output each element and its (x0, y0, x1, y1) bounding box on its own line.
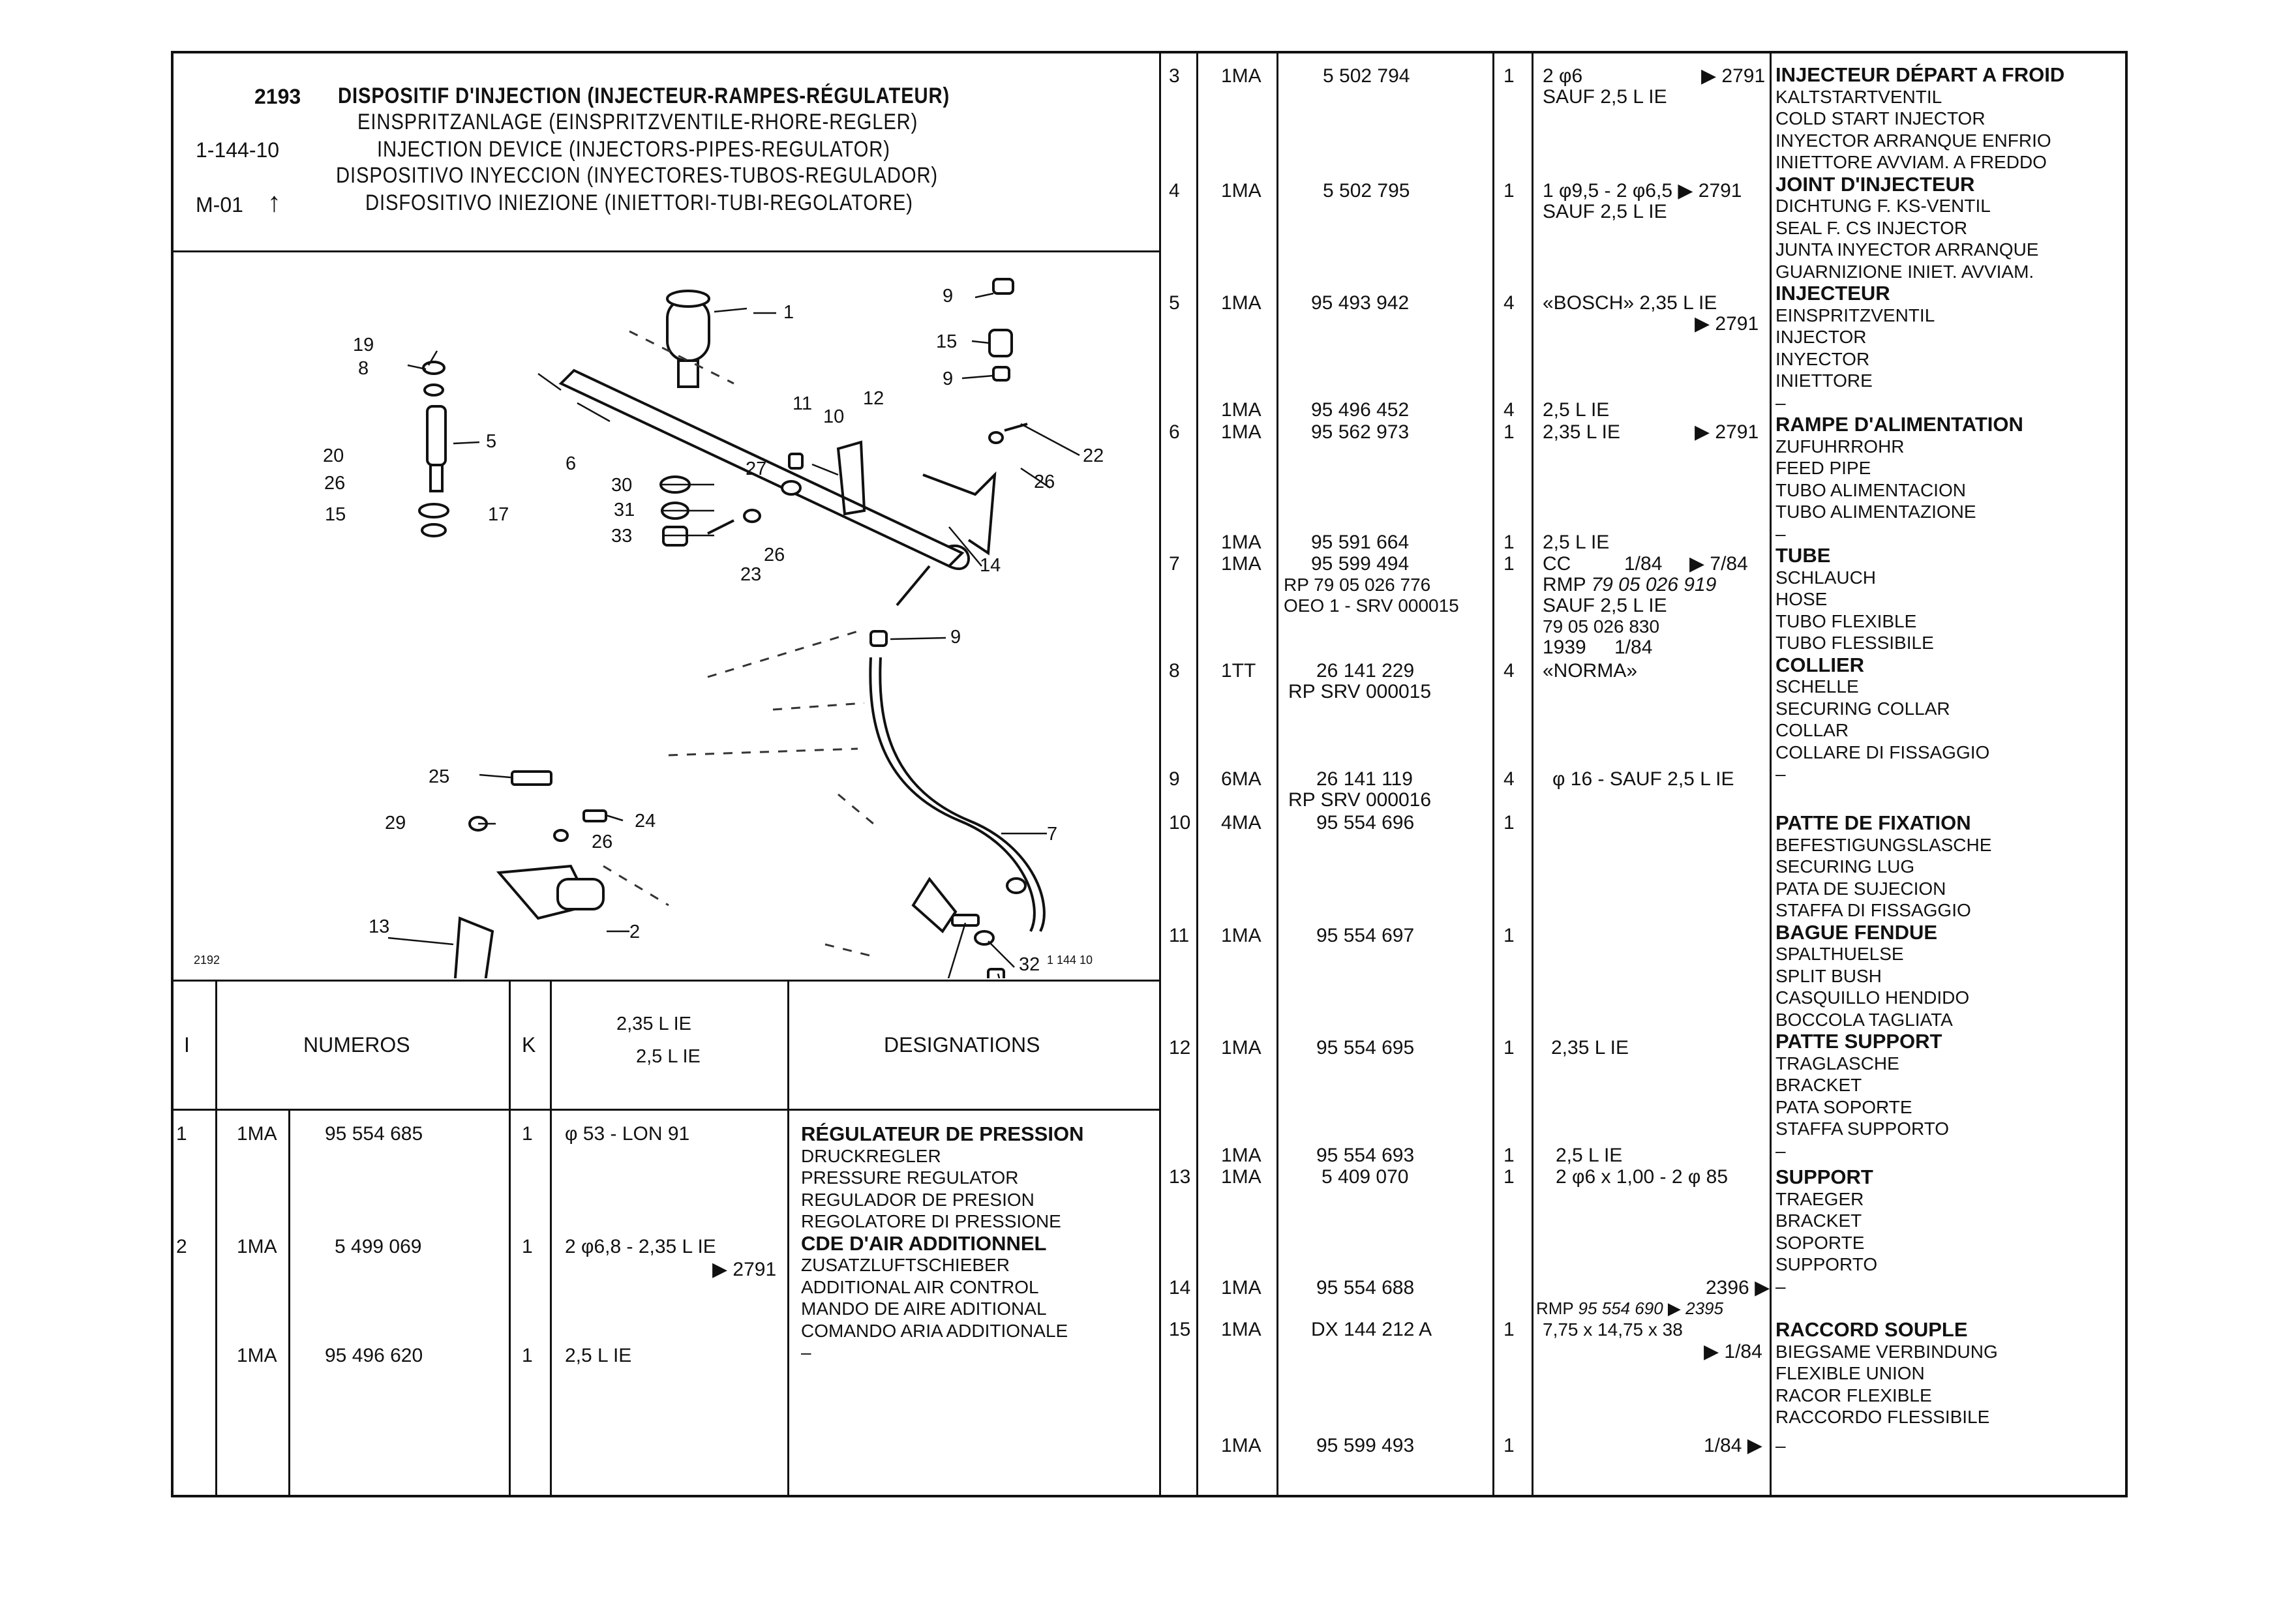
designation-regulator (801, 1123, 1083, 1364)
r13-qty: 1 (1503, 1166, 1515, 1188)
callout-33: 33 (611, 526, 633, 547)
r15-spec: 7,75 x 14,75 x 38 (1543, 1319, 1683, 1340)
lines-2: TUBO ALIMENTACION (1775, 479, 1966, 500)
r9-number: 26 141 119 (1316, 768, 1413, 790)
r7-item: 7 (1169, 553, 1180, 575)
lines-2: REGULADOR DE PRESION (801, 1189, 1035, 1210)
r7-s3: RMP (1543, 574, 1586, 595)
r6-ref: ▶ 2791 (1695, 421, 1759, 443)
r8-item: 8 (1169, 660, 1180, 682)
callout-8: 8 (358, 358, 369, 379)
5-heading: COLLIER (1775, 653, 1865, 676)
lines-3: INIETTORE AVVIAM. A FREDDO (1775, 152, 2047, 172)
r6-number: 95 562 973 (1311, 421, 1410, 443)
r15-qty: 1 (1503, 1319, 1515, 1340)
callout-19: 19 (353, 335, 374, 355)
lines-4: – (1775, 1140, 1786, 1161)
lines-0: ZUFUHRROHR (1775, 436, 1905, 457)
8-heading: PATTE SUPPORT (1775, 1030, 1942, 1053)
header-col-numeros: NUMEROS (303, 1033, 410, 1057)
r3-item: 3 (1169, 65, 1180, 87)
header-col-variant-2: 2,5 L IE (636, 1046, 701, 1067)
6-heading: PATTE DE FIXATION (1775, 811, 1971, 834)
r13a-qty: 1 (1503, 1145, 1515, 1166)
lines-3: COLLARE DI FISSAGGIO (1775, 742, 1990, 762)
part-number: 5 499 069 (335, 1236, 422, 1257)
r7a-code: 1MA (1221, 532, 1261, 553)
r13a-spec: 2,5 L IE (1556, 1145, 1623, 1166)
r13a-code: 1MA (1221, 1145, 1261, 1166)
exploded-diagram (173, 253, 1158, 978)
r3-number: 5 502 794 (1323, 65, 1410, 87)
header-col-variant-1: 2,35 L IE (616, 1014, 692, 1034)
callout-9c: 9 (950, 627, 961, 648)
r3-spec2: SAUF 2,5 L IE (1543, 86, 1667, 108)
r6a-code: 1MA (1221, 399, 1261, 421)
callout-23: 23 (740, 564, 762, 585)
r13a-number: 95 554 693 (1316, 1145, 1415, 1166)
r7a-number: 95 591 664 (1311, 532, 1410, 553)
title-it (365, 190, 1003, 216)
lines-2: SOPORTE (1775, 1232, 1865, 1253)
r6a-number: 95 496 452 (1311, 399, 1410, 421)
lines-0: EINSPRITZVENTIL (1775, 305, 1935, 325)
lines-0: SCHELLE (1775, 676, 1859, 697)
callout-13: 13 (369, 916, 390, 937)
lines-4: – (1775, 764, 1786, 784)
r7-s5: 79 05 026 830 (1543, 616, 1660, 637)
r-col-qty-line (1532, 51, 1533, 1497)
lines-1: HOSE (1775, 589, 1828, 609)
callout-31: 31 (614, 500, 635, 520)
callout-26b: 26 (1034, 472, 1055, 492)
lines-0: – (1775, 1435, 1786, 1456)
r15-code: 1MA (1221, 1319, 1261, 1340)
10-heading: RACCORD SOUPLE (1775, 1318, 1968, 1341)
figure-number: 2192 (194, 954, 220, 967)
title-de (357, 110, 1009, 135)
r7-s6b: 1/84 (1614, 637, 1653, 658)
lines-4: – (801, 1342, 811, 1362)
header-col-i: I (184, 1033, 190, 1057)
r6-code: 1MA (1221, 421, 1261, 443)
lines-3: REGOLATORE DI PRESSIONE (801, 1211, 1061, 1231)
r5-qty: 4 (1503, 292, 1515, 314)
lines-2: INYECTOR (1775, 348, 1870, 369)
r10-qty: 1 (1503, 812, 1515, 834)
callout-7: 7 (1047, 824, 1058, 845)
callout-25: 25 (429, 766, 450, 787)
r8-spec: «NORMA» (1543, 660, 1638, 682)
r12-number: 95 554 695 (1316, 1037, 1415, 1059)
r10-item: 10 (1169, 812, 1191, 834)
air-valve-drawing (913, 879, 956, 931)
r-col-item-line (1196, 51, 1198, 1497)
callout-15b: 15 (325, 504, 346, 525)
r9-n2: RP SRV 000016 (1288, 789, 1432, 811)
r11-qty: 1 (1503, 925, 1515, 946)
part-number: 95 496 620 (325, 1345, 423, 1366)
r7a-qty: 1 (1503, 532, 1515, 553)
callout-11: 11 (793, 393, 813, 414)
col-numeros-line (509, 980, 511, 1497)
lines-3: TUBO ALIMENTAZIONE (1775, 502, 1976, 522)
col-k-line (550, 980, 552, 1497)
bracket-drawing (453, 918, 492, 978)
lines-3: STAFFA DI FISSAGGIO (1775, 900, 1971, 920)
lines-4: – (1775, 523, 1786, 544)
quantity: 1 (522, 1236, 533, 1257)
r15-item: 15 (1169, 1319, 1191, 1340)
callout-9b: 9 (943, 368, 954, 389)
r9-item: 9 (1169, 768, 1180, 790)
divider-diagram-table (171, 980, 1159, 982)
lines-0: SPALTHUELSE (1775, 944, 1904, 964)
code: 1MA (237, 1123, 277, 1145)
designation-flexible-union (1775, 1319, 1998, 1428)
titles-3: DISPOSITIVO INYECCION (INYECTORES-TUBOS-REGULADOR) (336, 163, 939, 188)
r8-n2: RP SRV 000015 (1288, 681, 1432, 702)
7-heading: BAGUE FENDUE (1775, 920, 1938, 944)
lines-0: SCHLAUCH (1775, 567, 1877, 588)
reference-number: 1-144-10 (196, 138, 280, 162)
r3-code: 1MA (1221, 65, 1261, 87)
r11-code: 1MA (1221, 925, 1261, 946)
lines-1: PRESSURE REGULATOR (801, 1167, 1019, 1188)
r7-n4: OEO 1 - SRV 000015 (1284, 595, 1459, 616)
callout-5: 5 (486, 431, 497, 452)
r3-spec: 2 φ6 (1543, 65, 1583, 87)
r14-code: 1MA (1221, 1277, 1261, 1299)
lines-2: INYECTOR ARRANQUE ENFRIO (1775, 130, 2051, 151)
r14-s2: RMP (1536, 1299, 1574, 1318)
item-number: 1 (176, 1123, 187, 1145)
r7-date: 1/84 (1624, 553, 1663, 575)
r12-code: 1MA (1221, 1037, 1261, 1059)
lines-2: PATA SOPORTE (1775, 1096, 1912, 1117)
lines-0: ZUSATZLUFTSCHIEBER (801, 1255, 1010, 1275)
header-col-designations: DESIGNATIONS (884, 1033, 1040, 1057)
callout-30: 30 (611, 475, 633, 496)
lines-1: SEAL F. CS INJECTOR (1775, 217, 1968, 238)
r-col-number-line (1492, 51, 1494, 1497)
lines-1: BRACKET (1775, 1210, 1862, 1231)
lines-0: TRAEGER (1775, 1188, 1864, 1209)
r6-item: 6 (1169, 421, 1180, 443)
callout-26d: 26 (592, 832, 613, 852)
r7-s6a: 1939 (1543, 637, 1586, 658)
lines-1: FEED PIPE (1775, 458, 1871, 478)
r14-number: 95 554 688 (1316, 1277, 1415, 1299)
r-col-code-line (1276, 51, 1278, 1497)
lines-0: KALTSTARTVENTIL (1775, 86, 1942, 107)
lines-0: TRAGLASCHE (1775, 1053, 1899, 1074)
r16-ref: 1/84 ▶ (1704, 1435, 1762, 1456)
lines-2: PATA DE SUJECION (1775, 878, 1946, 899)
lines-3: BOCCOLA TAGLIATA (1775, 1009, 1953, 1030)
r7-spec: CC (1543, 553, 1571, 575)
designation-securing-lug (1775, 812, 1991, 1162)
lines-1: BRACKET (1775, 1075, 1862, 1095)
r13-number: 5 409 070 (1322, 1166, 1409, 1188)
title-es (336, 163, 1036, 188)
lines-0: DRUCKREGLER (801, 1145, 941, 1166)
lines-1: SECURING LUG (1775, 856, 1915, 877)
r4-item: 4 (1169, 180, 1180, 202)
r8-code: 1TT (1221, 660, 1256, 682)
spec: 2 φ6,8 - 2,35 L IE (565, 1236, 716, 1257)
lines-2: COLLAR (1775, 720, 1849, 740)
lines-2: MANDO DE AIRE ADITIONAL (801, 1299, 1047, 1319)
r11-number: 95 554 697 (1316, 925, 1415, 946)
callout-22: 22 (1083, 445, 1104, 466)
r7-number: 95 599 494 (1311, 553, 1410, 575)
r3-qty: 1 (1503, 65, 1515, 87)
lines-2: RACOR FLEXIBLE (1775, 1385, 1932, 1405)
lines-3: TUBO FLESSIBILE (1775, 633, 1934, 653)
r5-item: 5 (1169, 292, 1180, 314)
r9-qty: 4 (1503, 768, 1515, 790)
code: 1MA (237, 1236, 277, 1257)
part-number: 95 554 685 (325, 1123, 423, 1145)
code: 1MA (237, 1345, 277, 1366)
callout-12: 12 (863, 388, 884, 409)
r6a-qty: 4 (1503, 399, 1515, 421)
r13-item: 13 (1169, 1166, 1191, 1188)
spec: φ 53 - LON 91 (565, 1123, 690, 1145)
lines-3: INIETTORE (1775, 370, 1873, 391)
r12-qty: 1 (1503, 1037, 1515, 1059)
r3-ref: ▶ 2791 (1701, 65, 1766, 87)
callout-17: 17 (488, 504, 509, 525)
up-arrow-icon: ↑ (267, 187, 281, 217)
lines-2: TUBO FLEXIBLE (1775, 610, 1917, 631)
r12-item: 12 (1169, 1037, 1191, 1059)
titles-4: DISFOSITIVO INIEZIONE (INIETTORI-TUBI-REGOLATORE) (365, 190, 913, 215)
r15-number: DX 144 212 A (1311, 1319, 1432, 1340)
col-i-line (215, 980, 217, 1497)
header-col-k: K (522, 1033, 536, 1057)
spec: 2,5 L IE (565, 1345, 632, 1366)
spec-ref: ▶ 2791 (712, 1259, 777, 1280)
callout-9a: 9 (943, 286, 954, 307)
lines-4: – (1775, 392, 1786, 413)
callout-15a: 15 (936, 331, 958, 352)
callout-6: 6 (566, 453, 577, 474)
callout-27: 27 (746, 458, 767, 479)
callout-20: 20 (323, 445, 344, 466)
9-heading: SUPPORT (1775, 1165, 1873, 1188)
lines-3: GUARNIZIONE INIET. AVVIAM. (1775, 261, 2034, 282)
r5-number: 95 493 942 (1311, 292, 1410, 314)
lines-2: JUNTA INYECTOR ARRANQUE (1775, 239, 2039, 260)
r4-qty: 1 (1503, 180, 1515, 202)
callout-32: 32 (1019, 954, 1040, 975)
titles-2: INJECTION DEVICE (INJECTORS-PIPES-REGULATOR) (377, 137, 890, 162)
r4-spec: 1 φ9,5 - 2 φ6,5 ▶ 2791 (1543, 180, 1742, 202)
lines-1: INJECTOR (1775, 327, 1867, 347)
lines-2: CASQUILLO HENDIDO (1775, 987, 1970, 1008)
designation-cold-start-injector (1775, 64, 2064, 785)
r14-item: 14 (1169, 1277, 1191, 1299)
r4-number: 5 502 795 (1323, 180, 1410, 202)
callout-2: 2 (629, 922, 641, 942)
r7-code: 1MA (1221, 553, 1261, 575)
2-heading: INJECTEUR (1775, 282, 1890, 305)
lines-3: STAFFA SUPPORTO (1775, 1119, 1950, 1139)
1-heading: CDE D'AIR ADDITIONNEL (801, 1231, 1047, 1255)
lines-1: ADDITIONAL AIR CONTROL (801, 1276, 1039, 1297)
lines-3: SUPPORTO (1775, 1254, 1878, 1274)
lines-3: RACCORDO FLESSIBILE (1775, 1407, 1990, 1427)
callout-1: 1 (783, 302, 794, 323)
3-heading: RAMPE D'ALIMENTATION (1775, 413, 2023, 436)
designation-last-dash (1775, 1435, 1786, 1457)
cold-start-injector-drawing (667, 291, 747, 387)
0-heading: INJECTEUR DÉPART A FROID (1775, 63, 2065, 86)
r10-number: 95 554 696 (1316, 812, 1415, 834)
4-heading: TUBE (1775, 544, 1831, 567)
r14-s2r: ▶ 2395 (1667, 1299, 1723, 1318)
titles-0: DISPOSITIF D'INJECTION (INJECTEUR-RAMPES-RÉGULATEUR) (338, 83, 950, 108)
quantity: 1 (522, 1123, 533, 1145)
r16-qty: 1 (1503, 1435, 1515, 1456)
r12-spec: 2,35 L IE (1551, 1037, 1629, 1059)
lines-1: COLD START INJECTOR (1775, 108, 1986, 128)
r14-ref: 2396 ▶ (1706, 1277, 1770, 1299)
group-number: 2193 (254, 85, 301, 108)
r7-qty: 1 (1503, 553, 1515, 575)
col-code-line (288, 1109, 290, 1497)
r7-s4: SAUF 2,5 L IE (1543, 595, 1667, 616)
quantity: 1 (522, 1345, 533, 1366)
r10-code: 4MA (1221, 812, 1261, 834)
r13-code: 1MA (1221, 1166, 1261, 1188)
callout-29: 29 (385, 813, 406, 834)
1-heading: JOINT D'INJECTEUR (1775, 172, 1975, 196)
callout-14: 14 (980, 555, 1001, 576)
0-heading: RÉGULATEUR DE PRESSION (801, 1122, 1084, 1145)
r8-number: 26 141 229 (1316, 660, 1415, 682)
designation-support (1775, 1166, 1877, 1297)
callout-10: 10 (823, 406, 845, 427)
r11-item: 11 (1169, 925, 1190, 946)
lines-0: BEFESTIGUNGSLASCHE (1775, 834, 1992, 855)
r5-spec: «BOSCH» 2,35 L IE (1543, 292, 1717, 314)
lines-0: DICHTUNG F. KS-VENTIL (1775, 196, 1991, 216)
callout-24: 24 (635, 811, 656, 832)
lines-4: – (1775, 1276, 1786, 1297)
injector-drawing (419, 362, 448, 536)
callout-26a: 26 (324, 473, 346, 494)
r14-s2i: 95 554 690 (1578, 1299, 1663, 1318)
callout-26c: 26 (764, 545, 785, 565)
lines-1: FLEXIBLE UNION (1775, 1363, 1925, 1383)
lines-0: BIEGSAME VERBINDUNG (1775, 1341, 1998, 1362)
r4-spec2: SAUF 2,5 L IE (1543, 201, 1667, 222)
r6a-spec: 2,5 L IE (1543, 399, 1610, 421)
r5-ref: ▶ 2791 (1695, 313, 1759, 335)
r-col-spec-line (1770, 51, 1772, 1497)
r6-spec: 2,35 L IE (1543, 421, 1620, 443)
lines-1: SECURING COLLAR (1775, 698, 1950, 719)
r7-s3i: 79 05 026 919 (1591, 574, 1717, 595)
r16-code: 1MA (1221, 1435, 1261, 1456)
item-number: 2 (176, 1236, 187, 1257)
lines-3: COMANDO ARIA ADDITIONALE (801, 1320, 1068, 1341)
title-en (377, 137, 974, 162)
r5-code: 1MA (1221, 292, 1261, 314)
divider-title-diagram (171, 250, 1159, 252)
model-code: M-01 (196, 193, 243, 217)
r13-spec: 2 φ6 x 1,00 - 2 φ 85 (1556, 1166, 1729, 1188)
divider-left-right (1159, 51, 1161, 1497)
r7-n3: RP 79 05 026 776 (1284, 575, 1431, 595)
divider-table-header (171, 1109, 1159, 1111)
lines-1: SPLIT BUSH (1775, 965, 1882, 986)
r7-ref: ▶ 7/84 (1689, 553, 1748, 575)
figure-reference: 1 144 10 (1047, 954, 1093, 967)
r7a-spec: 2,5 L IE (1543, 532, 1610, 553)
title-fr (338, 83, 1050, 109)
r9-code: 6MA (1221, 768, 1261, 790)
r16-number: 95 599 493 (1316, 1435, 1415, 1456)
col-variant-line (787, 980, 789, 1497)
titles-1: EINSPRITZANLAGE (EINSPRITZVENTILE-RHORE-REGLER) (357, 110, 918, 134)
r6-qty: 1 (1503, 421, 1515, 443)
r4-code: 1MA (1221, 180, 1261, 202)
r15-ref: ▶ 1/84 (1704, 1341, 1762, 1362)
r9-spec: φ 16 - SAUF 2,5 L IE (1552, 768, 1734, 790)
r8-qty: 4 (1503, 660, 1515, 682)
